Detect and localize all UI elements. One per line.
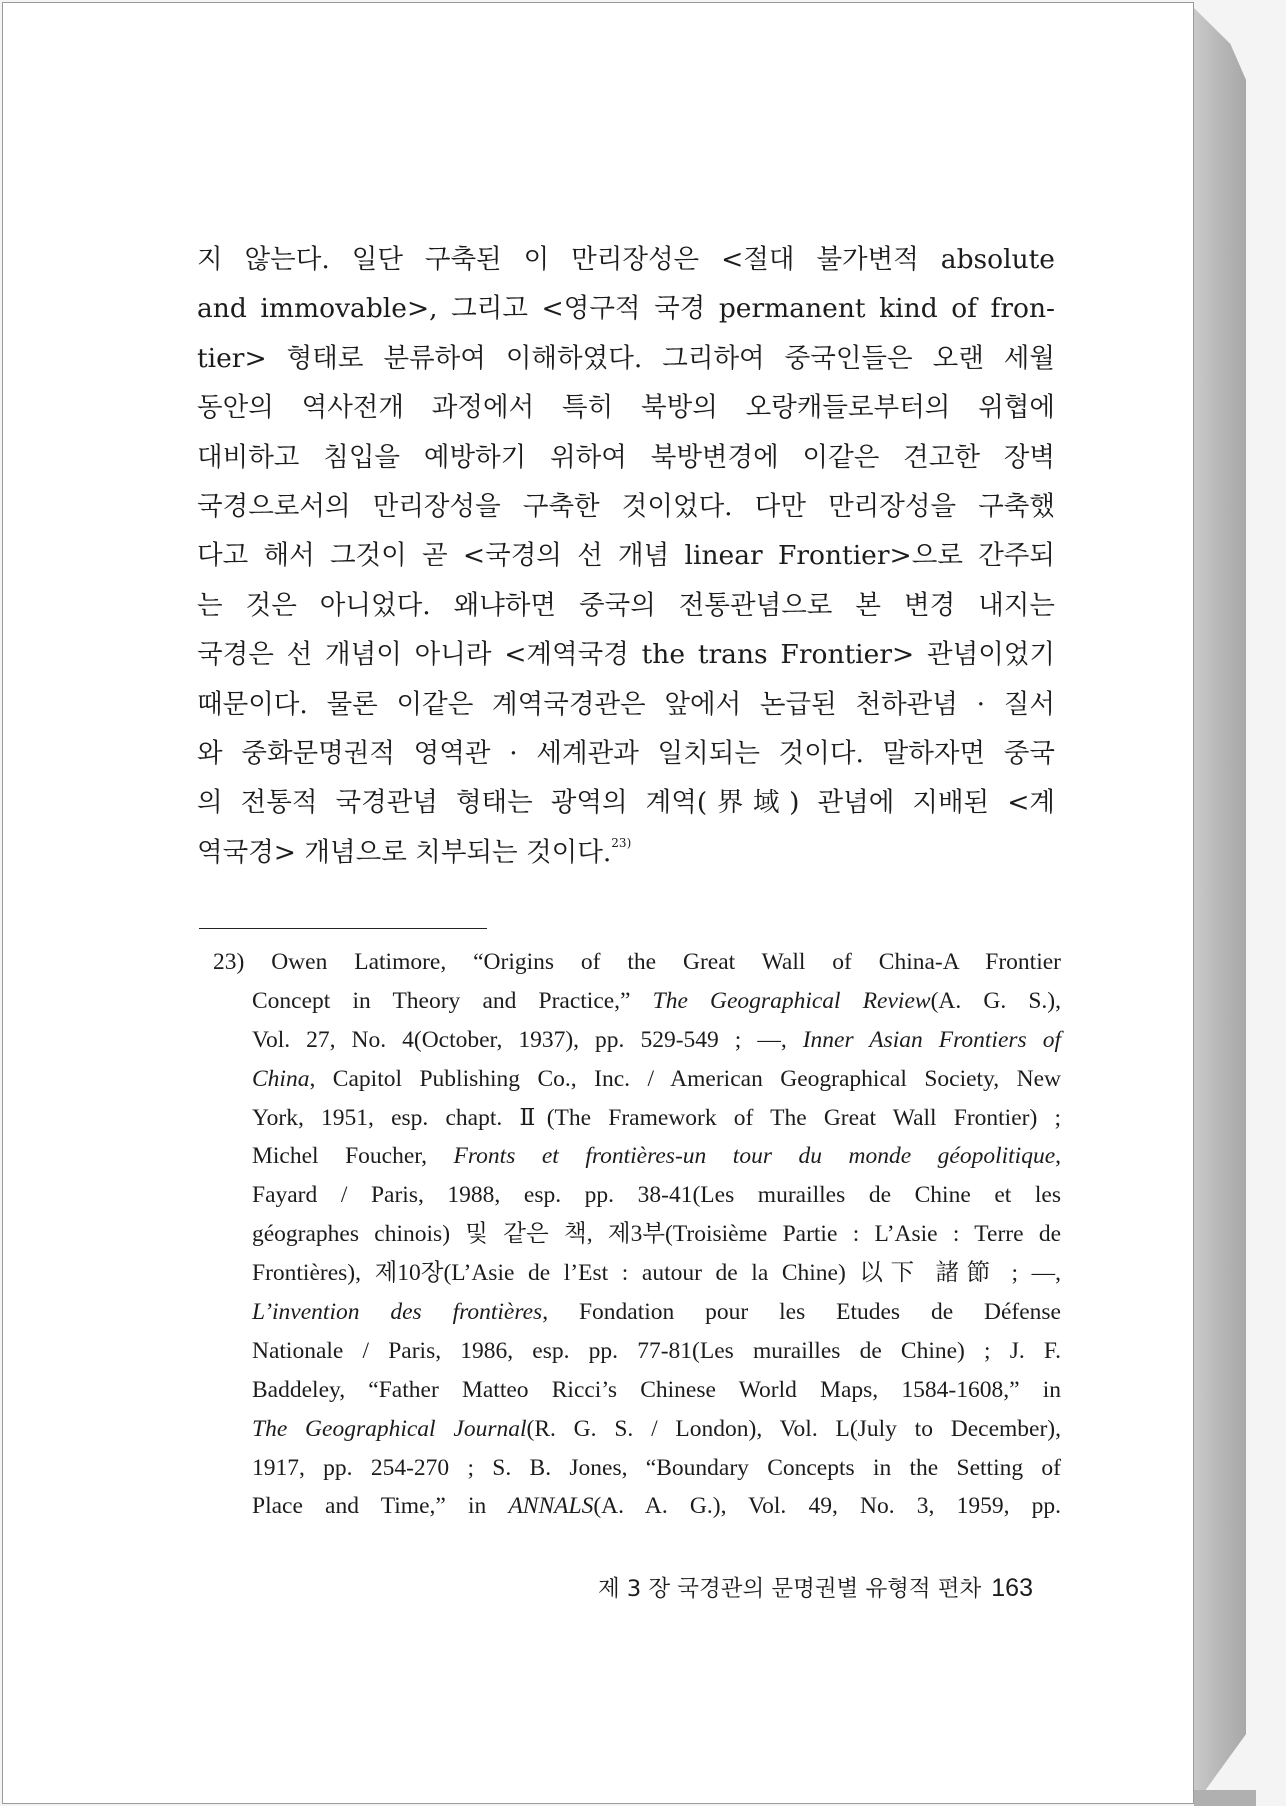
body-line: 국경은 선 개념이 아니라 <계역국경 the trans Frontier> 관념이었기 bbox=[197, 639, 1055, 671]
body-line: 대비하고 침입을 예방하기 위하여 북방변경에 이같은 견고한 장벽 bbox=[197, 441, 1055, 473]
footnote-line bbox=[213, 1449, 1061, 1488]
page-stack-shadow bbox=[1194, 1790, 1256, 1806]
chapter-title: 제 3 장 국경관의 문명권별 유형적 편차 bbox=[598, 1576, 982, 1602]
body-line: 동안의 역사전개 과정에서 특히 북방의 오랑캐들로부터의 위협에 bbox=[197, 392, 1055, 424]
footnote-text: Nationale / Paris, 1986, esp. pp. 77-81(Les murailles de Chine) ; J. F. bbox=[252, 1337, 1061, 1364]
footnote-line bbox=[213, 1254, 1061, 1293]
body-line: 때문이다. 물론 이같은 계역국경관은 앞에서 논급된 천하관념 · 질서 bbox=[197, 688, 1055, 720]
footnote-line bbox=[213, 1099, 1061, 1138]
footnote-italic-title: The Geographical Review bbox=[652, 987, 931, 1014]
footnote-line bbox=[213, 1293, 1061, 1332]
body-line: 는 것은 아니었다. 왜냐하면 중국의 전통관념으로 본 변경 내지는 bbox=[197, 589, 1055, 621]
footnote-text: (R. G. S. / London), Vol. L(July to December), bbox=[526, 1415, 1061, 1442]
footnote-italic-title: The Geographical Journal bbox=[252, 1415, 527, 1442]
footnote-text: 1917, pp. 254-270 ; S. B. Jones, “Boundary Concepts in the Setting of bbox=[252, 1454, 1061, 1481]
footnote-line bbox=[213, 1332, 1061, 1371]
footnote-text: Baddeley, “Father Matteo Ricci’s Chinese World Maps, 1584-1608,” in bbox=[252, 1376, 1061, 1403]
footnote-italic-title: L’invention des frontières bbox=[252, 1299, 543, 1326]
body-line: and immovable>, 그리고 <영구적 국경 permanent kind of fron- bbox=[197, 293, 1055, 325]
page-stack-edge bbox=[1194, 8, 1246, 1806]
footnote-block bbox=[213, 943, 1061, 1526]
footnote-separator-rule bbox=[199, 928, 487, 929]
footnote-line bbox=[213, 1060, 1061, 1099]
footnote-text: Place and Time,” in bbox=[252, 1493, 509, 1520]
body-line: 국경으로서의 만리장성을 구축한 것이었다. 다만 만리장성을 구축했 bbox=[197, 490, 1055, 522]
body-line: 지 않는다. 일단 구축된 이 만리장성은 <절대 불가변적 absolute bbox=[197, 244, 1055, 275]
footnote-text: géographes chinois) 및 같은 책, 제3부(Troisième Partie : L’Asie : Terre de bbox=[252, 1221, 1061, 1248]
footnote-text: Fayard / Paris, 1988, esp. pp. 38-41(Les murailles de Chine et les bbox=[252, 1182, 1061, 1209]
footnote-line bbox=[213, 1410, 1061, 1449]
body-line: 와 중화문명권적 영역관 · 세계관과 일치되는 것이다. 말하자면 중국 bbox=[197, 737, 1055, 769]
footnote-line-first bbox=[213, 943, 1061, 982]
body-line: 의 전통적 국경관념 형태는 광역의 계역(界域) 관념에 지배된 <계 bbox=[197, 787, 1055, 819]
footnote-reference-mark: 23) bbox=[611, 835, 632, 850]
footnote-italic-title: China bbox=[252, 1065, 310, 1092]
footnote-text: Vol. 27, No. 4(October, 1937), pp. 529-549 ; ―, bbox=[252, 1026, 803, 1053]
footnote-text: (A. G. S.), bbox=[930, 987, 1061, 1014]
footnote-text: 23) Owen Latimore, “Origins of the Great Wall of China-A Frontier bbox=[213, 949, 1061, 975]
body-line: 다고 해서 그것이 곧 <국경의 선 개념 linear Frontier>으로 간주되 bbox=[197, 540, 1055, 572]
footnote-text: (A. A. G.), Vol. 49, No. 3, 1959, pp. bbox=[593, 1493, 1061, 1520]
footnote-italic-title: Inner Asian Frontiers of bbox=[802, 1026, 1061, 1053]
body-paragraph bbox=[197, 235, 1055, 877]
body-line-last bbox=[197, 828, 1055, 877]
footnote-italic-title: ANNALS bbox=[508, 1493, 594, 1520]
running-footer bbox=[558, 1571, 1033, 1603]
footnote-line bbox=[213, 1215, 1061, 1254]
footnote-line bbox=[213, 982, 1061, 1021]
footnote-line bbox=[213, 1371, 1061, 1410]
footnote-text: Concept in Theory and Practice,” bbox=[252, 987, 653, 1014]
footnote-line bbox=[213, 1137, 1061, 1176]
footnote-line bbox=[213, 1021, 1061, 1060]
footnote-text: , Capitol Publishing Co., Inc. / American Geographical Society, New bbox=[309, 1065, 1061, 1092]
page-sheet bbox=[2, 2, 1194, 1804]
footnote-line bbox=[213, 1487, 1061, 1526]
footnote-text: , bbox=[1055, 1143, 1061, 1170]
footnote-text: Frontières), 제10장(L’Asie de l’Est : autour de la Chine) 以下 諸節 ; ―, bbox=[252, 1260, 1061, 1287]
footnote-line bbox=[213, 1176, 1061, 1215]
page-number: 163 bbox=[991, 1574, 1033, 1602]
body-line: tier> 형태로 분류하여 이해하였다. 그리하여 중국인들은 오랜 세월 bbox=[197, 342, 1055, 374]
footnote-text: York, 1951, esp. chapt. Ⅱ(The Framework of The Great Wall Frontier) ; bbox=[252, 1104, 1061, 1131]
body-line-text: 역국경> 개념으로 치부되는 것이다. bbox=[197, 836, 612, 868]
footnote-text: Michel Foucher, bbox=[252, 1143, 454, 1170]
footnote-text: , Fondation pour les Etudes de Défense bbox=[542, 1299, 1061, 1326]
footnote-italic-title: Fronts et frontières-un tour du monde géopolitique bbox=[453, 1143, 1056, 1170]
